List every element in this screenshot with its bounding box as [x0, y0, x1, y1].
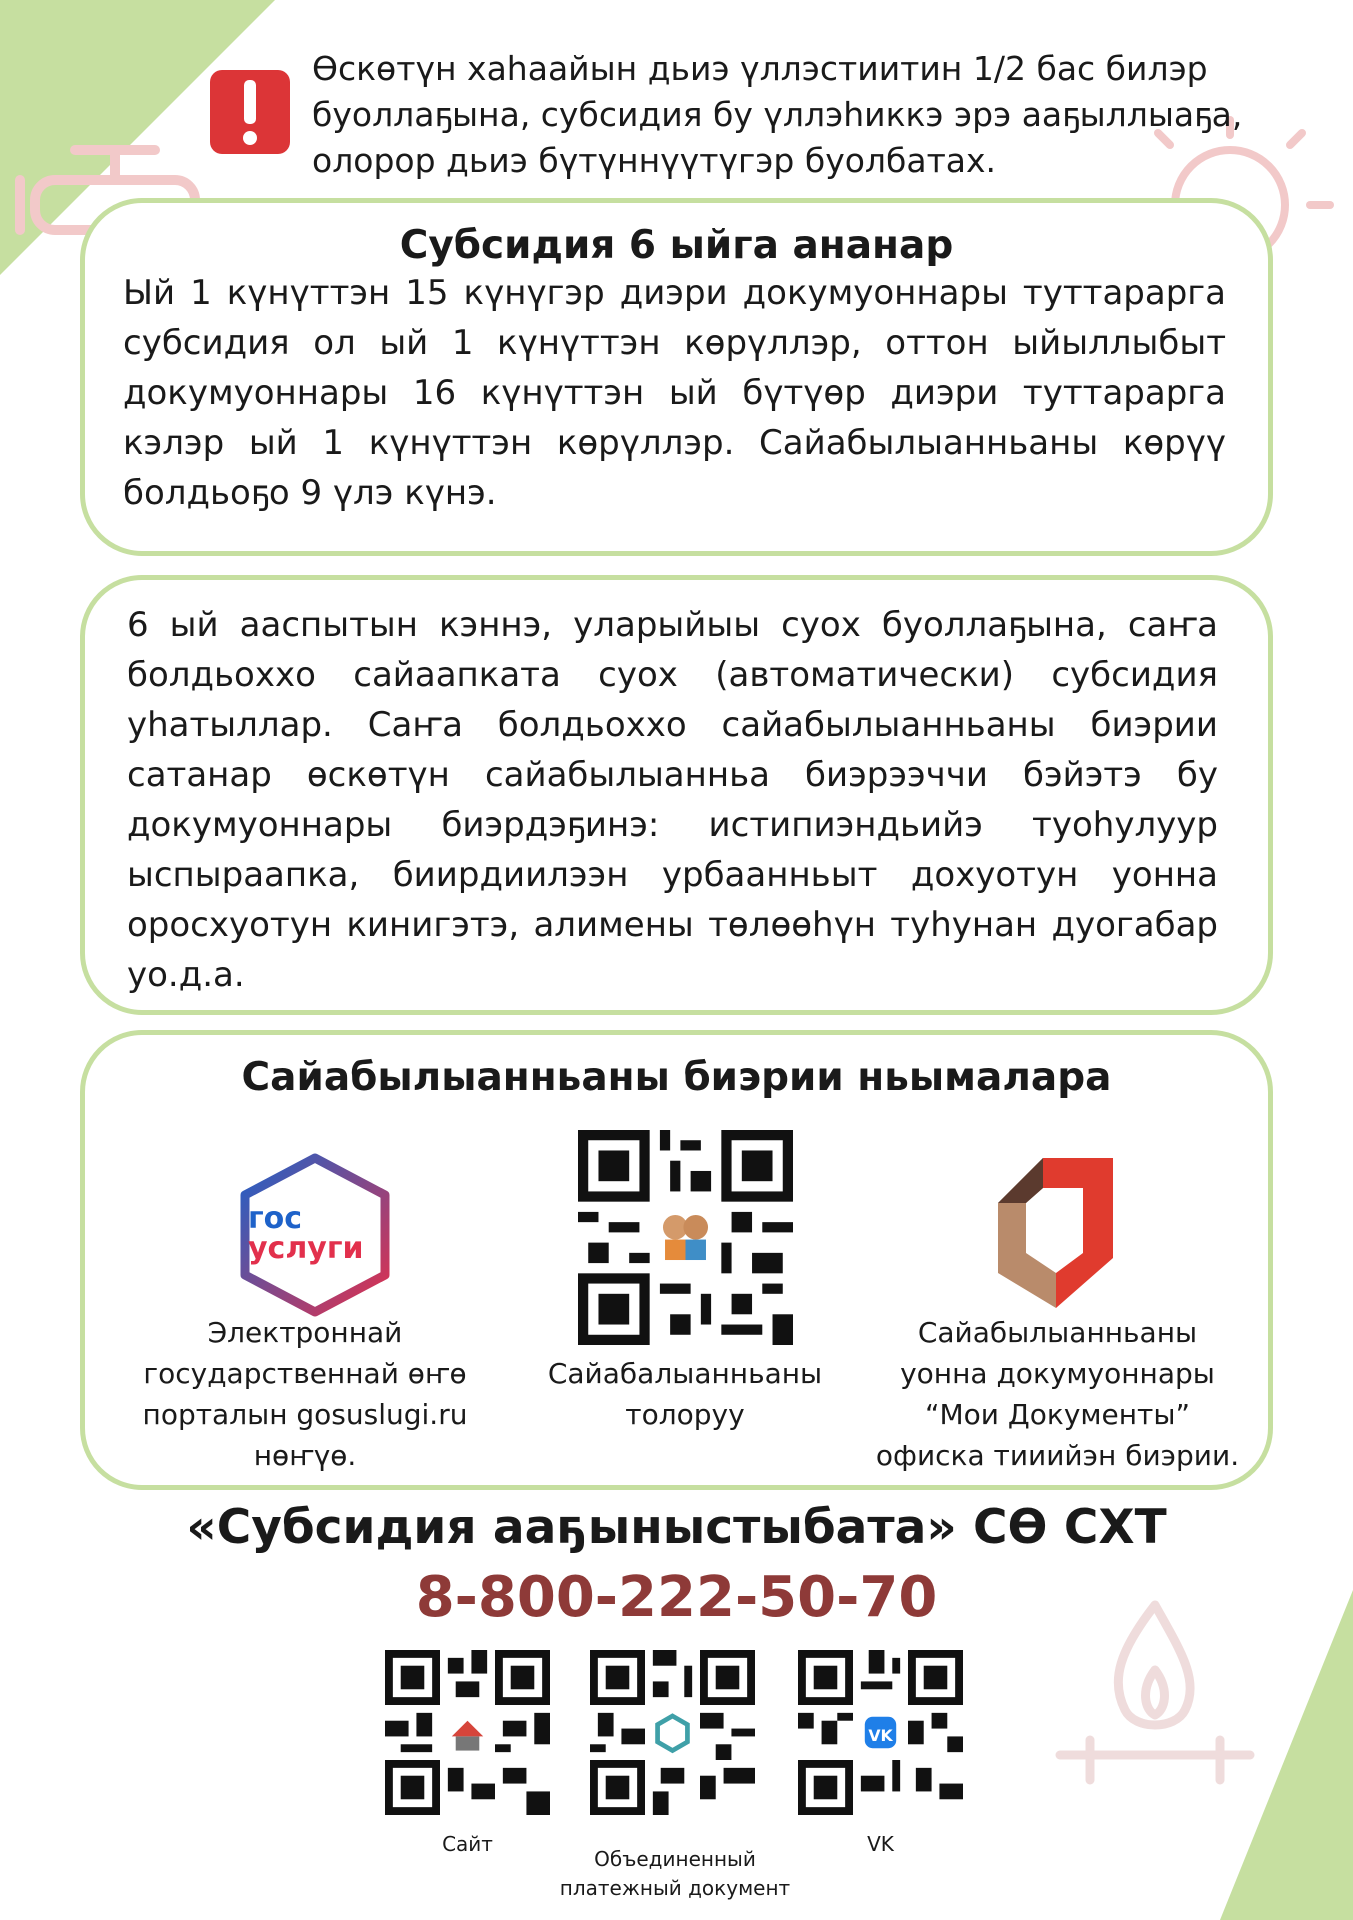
vk-qr-label: VK [867, 1832, 894, 1856]
auto-renewal-box [80, 575, 1273, 1015]
organization-name: «Субсидия ааҕыныстыбата» СӨ СХТ [186, 1500, 1167, 1555]
gosuslugi-logo [230, 1150, 400, 1320]
unified-payment-qr-code[interactable] [590, 1650, 755, 1815]
application-qr-code[interactable] [578, 1130, 793, 1345]
website-qr-label: Сайт [442, 1832, 493, 1856]
gosuslugi-caption: Электроннай государственнай өҥө порталын gosuslugi.ru нөҥүө. [142, 1316, 468, 1472]
website-qr-code[interactable] [385, 1650, 550, 1815]
moi-dokumenty-caption: Сайабылыанньаны уонна докумуоннары “Мои Документы” офиска тииийэн биэрии. [875, 1316, 1240, 1472]
unified-payment-qr-label: Объединенный платежный документ [559, 1847, 791, 1900]
svg-text:гос: гос [248, 1201, 303, 1236]
vk-qr-code[interactable] [798, 1650, 963, 1815]
moi-dokumenty-logo [998, 1158, 1113, 1308]
phone-number[interactable]: 8-800-222-50-70 [415, 1565, 938, 1630]
auto-renewal-text: 6 ый ааспытын кэннэ, уларыйыы суох буоллаҕына, саҥа болдьоххо сайаапката суох (автоматически) субсидия уһатыллар. Саҥа болдьоххо сайабылыанньаны биэрии сатанар өскөтүн сайабылыанньа биэрээччи бэйэтэ бу докумуоннары биэрдэҕинэ: истипиэндьийэ туоһулуур ыспыраапка, биирдиилээн урбаанньыт дохуотун уонна оросхуотун кинигэтэ, алимены төлөөһүн туһунан дуогабар уо.д.а. [127, 605, 1218, 995]
svg-text:услуги: услуги [248, 1231, 364, 1266]
warning-text: Өскөтүн хаһаайын дьиэ үллэстиитин 1/2 бас билэр буоллаҕына, субсидия бу үллэһиккэ эрэ ааҕыллыаҕа, олорор дьиэ бүтүннүүтүгэр буолбатах. [312, 49, 1243, 180]
vk-badge: VK [868, 1726, 893, 1746]
subsidy-period-box [80, 198, 1273, 556]
application-methods-title: Сайабылыанньаны биэрии ньымалара [241, 1055, 1112, 1100]
subsidy-period-title: Субсидия 6 ыйга ананар [399, 223, 954, 268]
application-qr-caption: Сайабалыанньаны толоруу [547, 1357, 823, 1431]
subsidy-period-text: Ый 1 күнүттэн 15 күнүгэр диэри докумуоннары туттарарга субсидия ол ый 1 күнүттэн көрүллэр, оттон ыйыллыбыт докумуоннары 16 күнүттэн ый бүтүөр диэри туттарарга кэлэр ый 1 күнүттэн көрүллэр. Сайабылыанньаны көрүү болдьоҕо 9 үлэ күнэ. [123, 273, 1226, 513]
warning-icon [210, 70, 290, 154]
